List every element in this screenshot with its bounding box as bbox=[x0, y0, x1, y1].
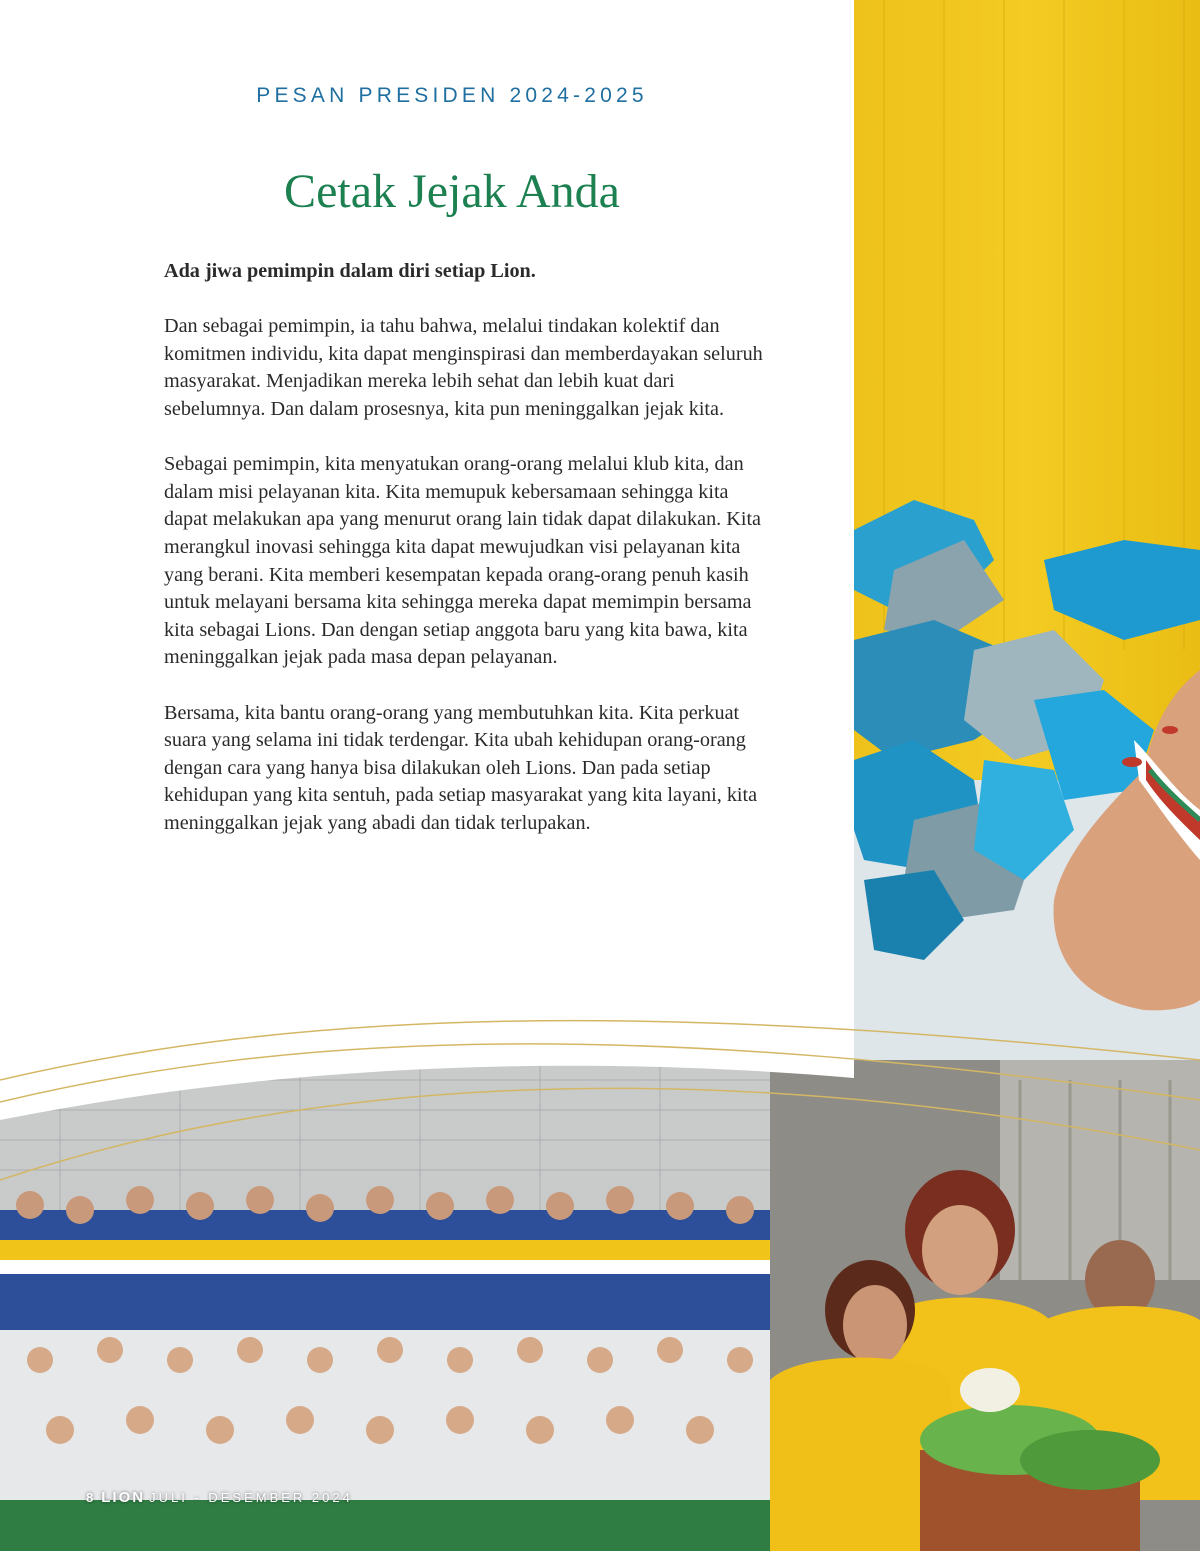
edition-label: JULI - DESEMBER 2024 bbox=[149, 1490, 353, 1505]
page-number: 8 bbox=[86, 1490, 94, 1505]
photo-volunteers-vegetables bbox=[770, 1060, 1200, 1551]
body-paragraph: Bersama, kita bantu orang-orang yang membutuhkan kita. Kita perkuat suara yang selama ini tidak terdengar. Kita ubah kehidupan orang-orang dengan cara yang hanya bisa dilakukan oleh Lions. Dan pada setiap kehidupan yang kita sentuh, pada setiap masyarakat yang kita layani, kita meninggalkan jejak yang abadi dan tidak terlupakan. bbox=[164, 701, 758, 834]
photo-cheerleader bbox=[854, 0, 1200, 1100]
page-title: Cetak Jejak Anda bbox=[284, 165, 620, 218]
body-paragraph: Sebagai pemimpin, kita menyatukan orang-orang melalui klub kita, dan dalam misi pelayanan kita. Kita memupuk kebersamaan sehingga kita dapat melakukan apa yang menurut orang lain tidak dapat dilakukan. Kita merangkul inovasi sehingga kita dapat mewujudkan visi pelayanan kita yang berani. Kita memberi kesempatan kepada orang-orang penuh kasih untuk melayani bersama kita sehingga mereka dapat memimpin bersama kita sebagai Lions. Dan dengan setiap anggota baru yang kita bawa, kita meninggalkan jejak pada masa depan pelayanan. bbox=[164, 453, 762, 669]
magazine-brand: LION bbox=[101, 1489, 146, 1506]
body-paragraph: Dan sebagai pemimpin, ia tahu bahwa, melalui tindakan kolektif dan komitmen individu, kita dapat menginspirasi dan memberdayakan seluruh masyarakat. Menjadikan mereka lebih sehat dan lebih kuat dari sebelumnya. Dan dalam prosesnya, kita pun meninggalkan jejak kita. bbox=[164, 315, 763, 420]
lead-paragraph: Ada jiwa pemimpin dalam diri setiap Lion. bbox=[164, 260, 536, 282]
article-body bbox=[164, 258, 764, 865]
page-footer bbox=[86, 1489, 353, 1506]
section-kicker: PESAN PRESIDEN 2024-2025 bbox=[256, 84, 648, 107]
photo-group-children bbox=[0, 1060, 770, 1551]
